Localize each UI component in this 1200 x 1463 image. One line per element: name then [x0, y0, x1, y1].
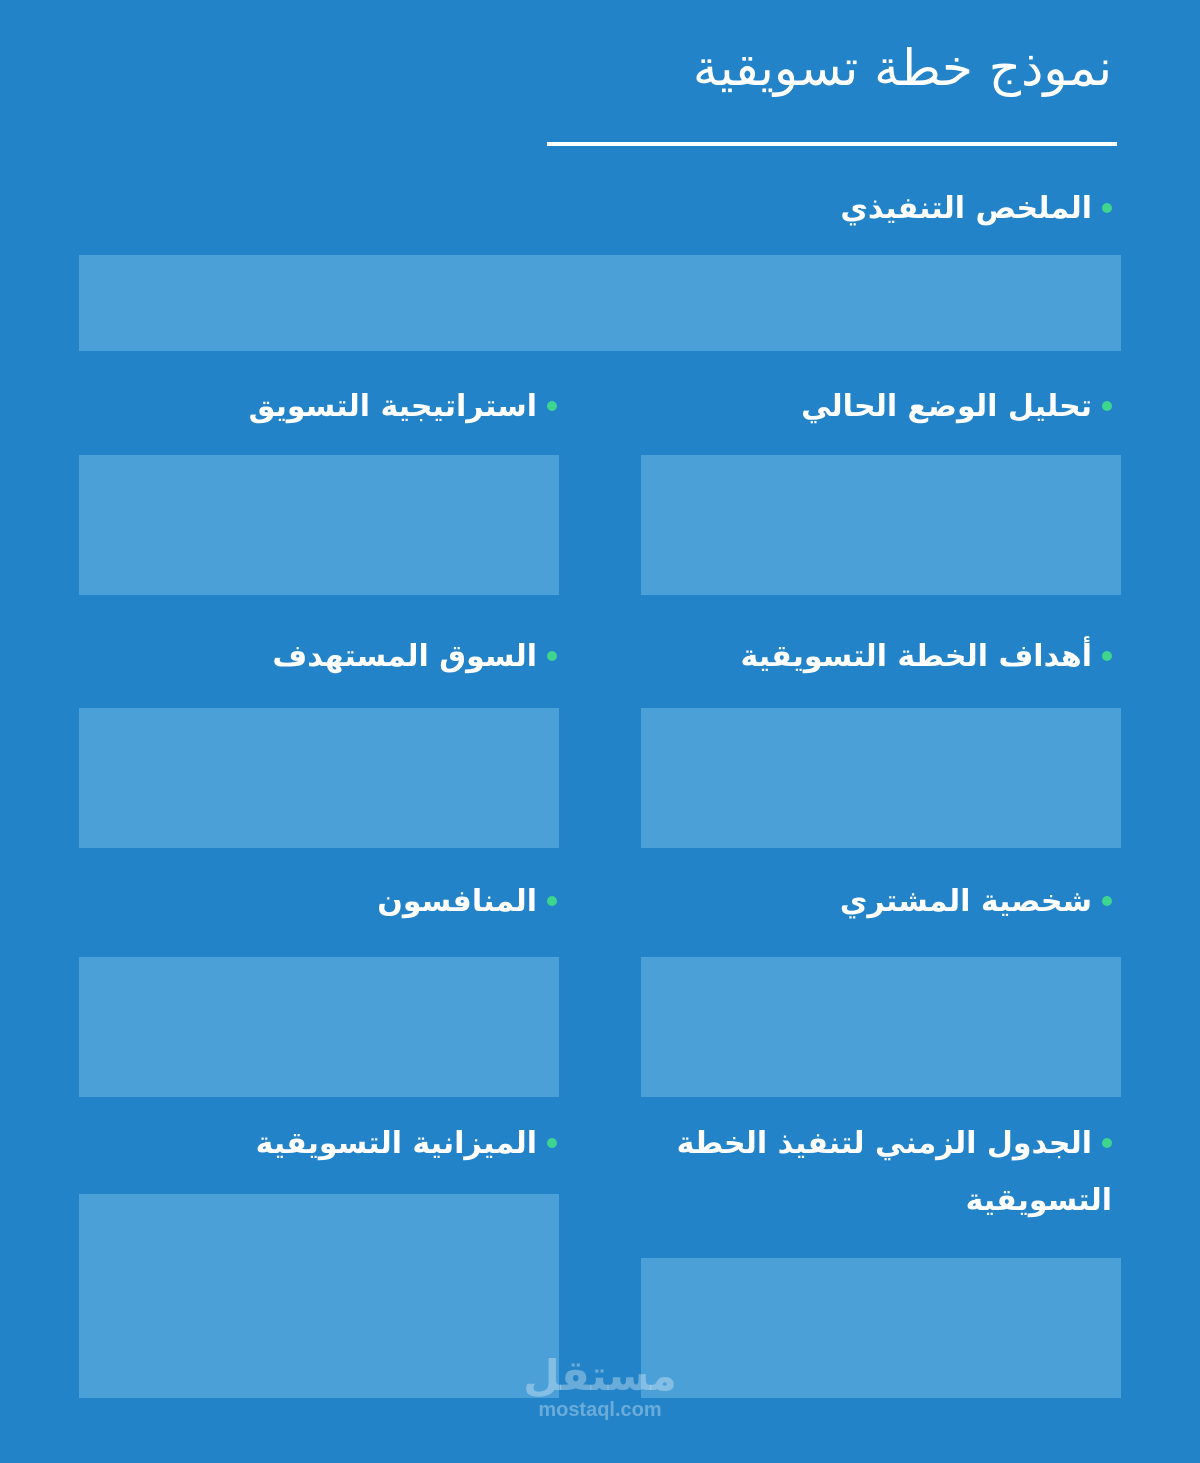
bullet-icon — [1102, 203, 1112, 213]
competitors-field[interactable] — [79, 957, 559, 1097]
bullet-icon — [1102, 896, 1112, 906]
bullet-icon — [547, 896, 557, 906]
bullet-icon — [1102, 1138, 1112, 1148]
buyer-persona-field[interactable] — [641, 957, 1121, 1097]
section-heading-budget — [256, 1115, 557, 1172]
section-heading-plan-objectives — [741, 628, 1112, 685]
section-heading-executive-summary — [840, 180, 1112, 237]
section-label: الملخص التنفيذي — [840, 191, 1092, 226]
section-label: الميزانية التسويقية — [255, 1126, 537, 1161]
bullet-icon — [1102, 651, 1112, 661]
section-heading-timeline — [672, 1115, 1112, 1229]
section-heading-target-market — [272, 628, 557, 685]
plan-objectives-field[interactable] — [641, 708, 1121, 848]
timeline-field[interactable] — [641, 1258, 1121, 1398]
marketing-strategy-field[interactable] — [79, 455, 559, 595]
section-label: شخصية المشتري — [839, 884, 1092, 919]
bullet-icon — [547, 401, 557, 411]
section-label: المنافسون — [377, 884, 537, 919]
watermark — [500, 1351, 700, 1422]
section-label: تحليل الوضع الحالي — [801, 389, 1092, 424]
bullet-icon — [547, 1138, 557, 1148]
section-heading-buyer-persona — [840, 873, 1112, 930]
target-market-field[interactable] — [79, 708, 559, 848]
budget-field[interactable] — [79, 1194, 559, 1398]
section-label: السوق المستهدف — [272, 639, 537, 674]
section-label: أهداف الخطة التسويقية — [740, 639, 1092, 674]
section-heading-marketing-strategy — [249, 378, 557, 435]
section-label: استراتيجية التسويق — [248, 389, 537, 424]
section-heading-situation-analysis — [801, 378, 1112, 435]
section-heading-competitors — [377, 873, 557, 930]
section-label: الجدول الزمني لتنفيذ الخطة التسويقية — [676, 1126, 1112, 1218]
executive-summary-field[interactable] — [79, 255, 1121, 351]
watermark-logo: مستقل — [523, 1351, 677, 1400]
bullet-icon — [1102, 401, 1112, 411]
situation-analysis-field[interactable] — [641, 455, 1121, 595]
page-title: نموذج خطة تسويقية — [692, 39, 1112, 97]
title-divider — [547, 142, 1117, 146]
watermark-url: mostaql.com — [538, 1399, 662, 1421]
bullet-icon — [547, 651, 557, 661]
